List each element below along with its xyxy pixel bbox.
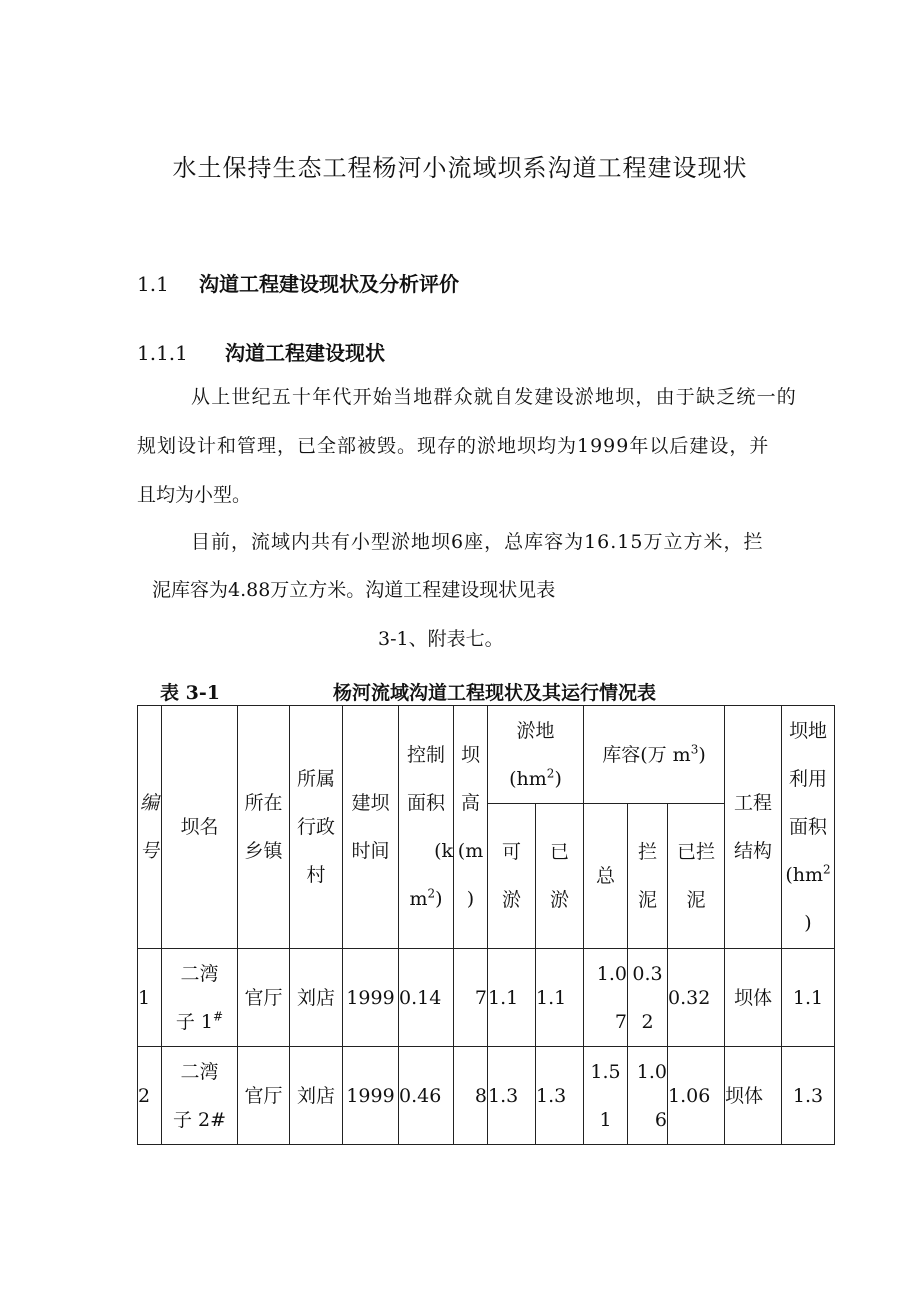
header-capacity: 库容(万 $m^3$) — [584, 706, 725, 804]
header-control-area: 控制 面积 (k $m^2$) — [399, 706, 454, 949]
section-text: 沟道工程建设现状及分析评价 — [199, 272, 459, 296]
section-heading — [137, 268, 459, 297]
cell-cap-blocked: 1.06 — [668, 1047, 725, 1145]
cell-year: 1999 — [343, 1047, 399, 1145]
cell-silt-possible: 1.1 — [488, 949, 536, 1047]
paragraph-line: 3-1、附表七。 — [378, 628, 504, 650]
header-silt-land: 淤地 $(hm^2)$ — [488, 706, 584, 804]
paragraph-line: 从上世纪五十年代开始当地群众就自发建设淤地坝，由于缺乏统一的 — [191, 386, 798, 408]
cell-cap-blocked: 0.32 — [668, 949, 725, 1047]
cell-cap-block: 1.0 6 — [628, 1047, 668, 1145]
dam-status-table — [137, 705, 835, 1145]
page-title: 水土保持生态工程杨河小流域坝系沟道工程建设现状 — [172, 154, 748, 182]
paragraph-line: 规划设计和管理，已全部被毁。现存的淤地坝均为1999年以后建设，并 — [137, 435, 770, 457]
header-village: 所属 行政 村 — [290, 706, 343, 949]
header-silt-done: 已 淤 — [536, 804, 584, 949]
paragraph-line: 目前，流域内共有小型淤地坝6座，总库容为16.15万立方米，拦 — [191, 531, 764, 553]
section-number: 1.1 — [137, 272, 169, 296]
table-caption-title: 杨河流域沟道工程现状及其运行情况表 — [333, 682, 657, 704]
cell-structure: 坝体 — [725, 949, 782, 1047]
header-dam-height: 坝 高 (m ) — [454, 706, 488, 949]
cell-village: 刘店 — [290, 949, 343, 1047]
cell-height: 7 — [454, 949, 488, 1047]
header-cap-blocked: 已拦 泥 — [668, 804, 725, 949]
cell-dam-name: 二湾 子 1# — [162, 949, 238, 1047]
cell-cap-total: 1.0 7 — [584, 949, 628, 1047]
header-no: 编 号 — [138, 706, 162, 949]
cell-village: 刘店 — [290, 1047, 343, 1145]
cell-cap-block: 0.3 2 — [628, 949, 668, 1047]
cell-area: 0.14 — [399, 949, 454, 1047]
paragraph-line: 泥库容为4.88万立方米。沟道工程建设现状见表 — [152, 579, 556, 601]
header-build-time: 建坝 时间 — [343, 706, 399, 949]
subsection-heading — [137, 337, 385, 366]
subsection-text: 沟道工程建设现状 — [225, 341, 385, 365]
cell-area: 0.46 — [399, 1047, 454, 1145]
table-caption-number: 表 3-1 — [160, 682, 220, 704]
cell-use-area: 1.3 — [782, 1047, 835, 1145]
cell-height: 8 — [454, 1047, 488, 1145]
header-cap-total: 总 — [584, 804, 628, 949]
cell-silt-done: 1.3 — [536, 1047, 584, 1145]
cell-use-area: 1.1 — [782, 949, 835, 1047]
header-cap-block: 拦 泥 — [628, 804, 668, 949]
cell-structure: 坝体 — [725, 1047, 782, 1145]
cell-no: 1 — [138, 949, 162, 1047]
table-row — [138, 1047, 835, 1145]
cell-year: 1999 — [343, 949, 399, 1047]
cell-township: 官厅 — [238, 1047, 290, 1145]
cell-cap-total: 1.5 1 — [584, 1047, 628, 1145]
header-silt-possible: 可 淤 — [488, 804, 536, 949]
cell-silt-done: 1.1 — [536, 949, 584, 1047]
cell-no: 2 — [138, 1047, 162, 1145]
header-dam-name: 坝名 — [162, 706, 238, 949]
header-structure: 工程 结构 — [725, 706, 782, 949]
subsection-number: 1.1.1 — [137, 341, 188, 365]
header-use-area: 坝地 利用 面积 ($hm^2$ ) — [782, 706, 835, 949]
cell-township: 官厅 — [238, 949, 290, 1047]
cell-silt-possible: 1.3 — [488, 1047, 536, 1145]
cell-dam-name: 二湾 子 2# — [162, 1047, 238, 1145]
paragraph-line: 且均为小型。 — [137, 484, 252, 506]
header-township: 所在 乡镇 — [238, 706, 290, 949]
table-row — [138, 949, 835, 1047]
